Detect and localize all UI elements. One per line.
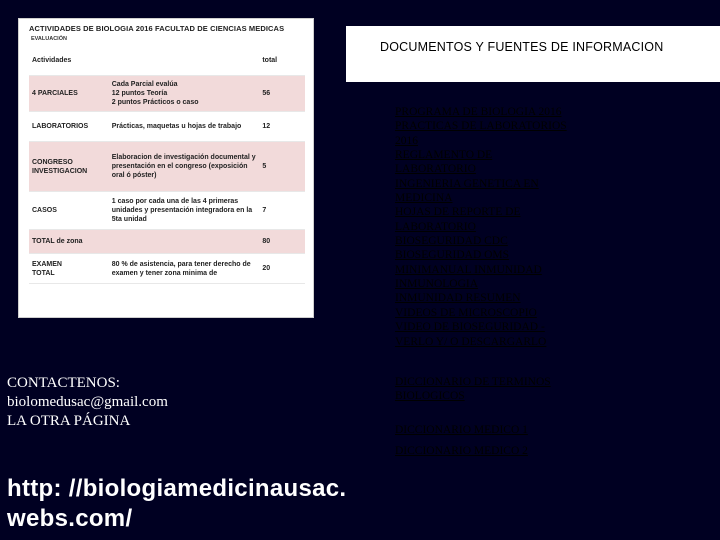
image-title: ACTIVIDADES DE BIOLOGIA 2016 FACULTAD DE CIENCIAS MEDICAS (29, 24, 285, 33)
table-row (29, 76, 305, 112)
table-row (29, 112, 305, 142)
header-activity: Actividades (32, 56, 72, 64)
list-item (395, 389, 695, 403)
row-activity: 4 PARCIALES (32, 90, 78, 97)
row-total: 5 (262, 163, 267, 170)
row-total: 20 (262, 265, 271, 272)
list-item (395, 444, 695, 458)
row-detail: Cada Parcial evalúa 12 puntos Teoría 2 puntos Prácticos o caso (111, 81, 199, 106)
contact-label: CONTACTENOS: (7, 375, 120, 391)
site-url-line1[interactable]: http: //biologiamedicinausac. (7, 475, 347, 502)
table-row (29, 192, 305, 230)
list-item (395, 177, 695, 191)
activities-table (29, 45, 305, 284)
link-inmunidad-resumen[interactable]: INMUNIDAD RESUMEN (395, 292, 521, 305)
other-page-link[interactable]: LA OTRA PÁGINA (7, 413, 131, 429)
dictionary-links-list (395, 375, 695, 458)
section-title-box (346, 26, 720, 82)
row-detail: Elaboracion de investigación documental y presentación en el congreso (exposición oral ó póster) (111, 154, 256, 179)
document-links-list (395, 105, 695, 349)
link-diccionario-terminos[interactable]: DICCIONARIO DE TERMINOS (395, 376, 551, 388)
site-url-line2[interactable]: webs.com/ (7, 505, 133, 532)
link-video-bioseguridad-2[interactable]: VERLO Y/ O DESCARGARLO (395, 335, 547, 348)
list-item (395, 148, 695, 162)
table-row (29, 230, 305, 254)
row-activity: CASOS (32, 207, 57, 214)
row-activity: CONGRESO INVESTIGACION (32, 158, 88, 175)
link-programa[interactable]: PROGRAMA DE BIOLOGIA 2016 (395, 106, 562, 118)
list-item (395, 248, 695, 262)
list-item (395, 105, 695, 119)
table-row (29, 254, 305, 284)
link-diccionario-medico-2[interactable]: DICCIONARIO MEDICO 2 (395, 445, 528, 457)
link-ingenieria[interactable]: INGENIERIA GENETICA EN (395, 177, 539, 190)
list-item (395, 220, 695, 234)
section-title: DOCUMENTOS Y FUENTES DE INFORMACION (380, 40, 664, 54)
row-total: 56 (262, 90, 271, 97)
row-detail (109, 230, 260, 254)
link-video-bioseguridad[interactable]: VIDEO DE BIOSEGURIDAD - (395, 321, 545, 334)
link-practicas[interactable]: PRACTICAS DE LABORATORIOS (395, 120, 567, 133)
link-hojas[interactable]: HOJAS DE REPORTE DE (395, 206, 521, 219)
link-hojas-2[interactable]: LABORATORIO (395, 220, 476, 233)
site-url (7, 474, 346, 534)
link-bioseguridad-cdc[interactable]: BIOSEGURIDAD CDC (395, 235, 508, 248)
row-detail: Prácticas, maquetas u hojas de trabajo (111, 123, 242, 130)
table-header-row (29, 45, 305, 76)
link-diccionario-medico-1[interactable]: DICCIONARIO MEDICO 1 (395, 424, 528, 436)
row-detail: 1 caso por cada una de las 4 primeras unidades y presentación integradora en la 5ta unidad (111, 198, 253, 223)
row-total: 12 (262, 123, 271, 130)
list-item (395, 263, 695, 277)
list-item (395, 277, 695, 291)
link-inmunologia[interactable]: INMUNOLOGIA (395, 278, 479, 291)
row-activity: EXAMEN TOTAL (32, 260, 62, 277)
image-subtitle: EVALUACIÓN (31, 36, 67, 42)
link-reglamento-2[interactable]: LABORATORIO (395, 163, 476, 176)
link-videos-microscopio[interactable]: VIDEOS DE MICROSCOPIO (395, 306, 537, 319)
link-practicas-year[interactable]: 2016 (395, 134, 418, 147)
list-item (395, 234, 695, 248)
list-item (395, 335, 695, 349)
list-item (395, 119, 695, 133)
list-item (395, 423, 695, 437)
row-detail: 80 % de asistencia, para tener derecho de examen y tener zona minima de (111, 260, 251, 277)
header-total: total (262, 56, 278, 64)
list-item (395, 191, 695, 205)
list-item (395, 291, 695, 305)
link-diccionario-terminos-2[interactable]: BIOLOGICOS (395, 390, 465, 402)
evaluation-table-image (18, 18, 314, 318)
row-total: 80 (262, 238, 271, 245)
contact-block (7, 374, 168, 431)
list-item (395, 306, 695, 320)
row-total: 7 (262, 207, 267, 214)
list-item (395, 162, 695, 176)
link-minimanual[interactable]: MINIMANUAL INMUNIDAD (395, 263, 542, 276)
contact-email[interactable]: biolomedusac@gmail.com (7, 394, 168, 410)
link-ingenieria-2[interactable]: MEDICINA (395, 192, 453, 205)
list-item (395, 375, 695, 389)
link-bioseguridad-oms[interactable]: BIOSEGURIDAD OMS (395, 249, 510, 262)
row-activity: LABORATORIOS (32, 123, 89, 130)
list-item (395, 205, 695, 219)
row-activity: TOTAL de zona (32, 238, 83, 245)
table-row (29, 142, 305, 192)
link-reglamento[interactable]: REGLAMENTO DE (395, 149, 493, 162)
list-item (395, 134, 695, 148)
list-item (395, 320, 695, 334)
